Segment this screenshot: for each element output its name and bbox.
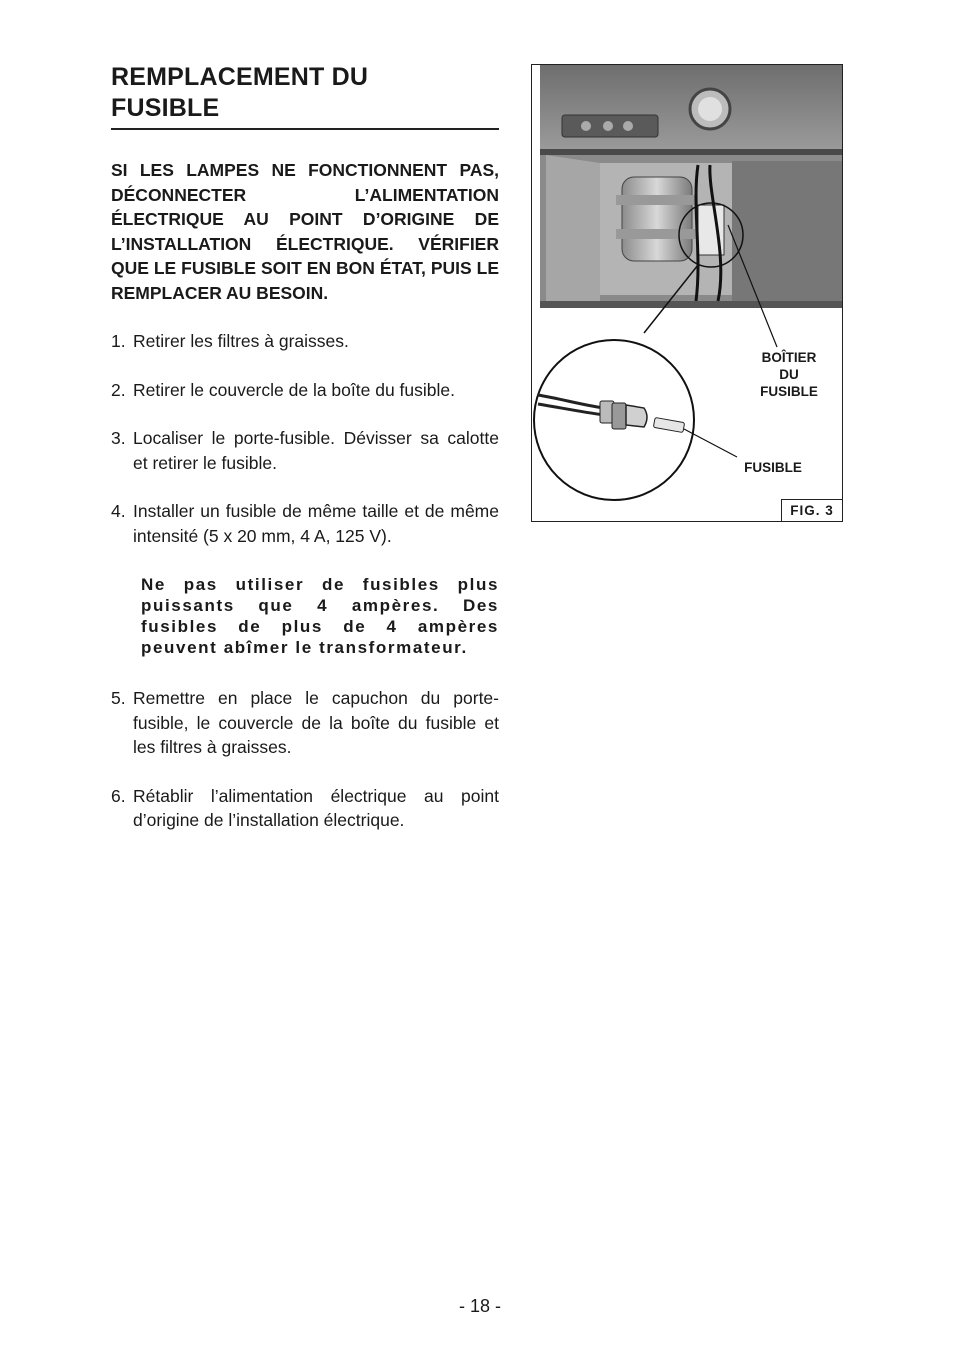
step-1 <box>111 329 499 354</box>
step-4 <box>111 499 499 548</box>
step-text: Remettre en place le capuchon du porte-fusible, le couvercle de la boîte du fusible et les filtres à graisses. <box>133 688 499 757</box>
steps-list <box>111 329 499 833</box>
page-number: - 18 - <box>458 1296 501 1316</box>
step-number: 3. <box>111 428 126 448</box>
fuse-label: FUSIBLE <box>744 460 802 475</box>
step-number: 4. <box>111 501 126 521</box>
title-line-1: REMPLACEMENT DU <box>111 63 369 91</box>
title-line-2: FUSIBLE <box>111 94 220 122</box>
section-title <box>111 62 499 130</box>
step-6 <box>111 784 499 833</box>
fuse-box-label-line2: DU <box>779 367 799 382</box>
step-number: 5. <box>111 688 126 708</box>
step-number: 2. <box>111 379 126 400</box>
fuse-box-label-line3: FUSIBLE <box>760 384 818 399</box>
step-text: Retirer le couvercle de la boîte du fusible. <box>133 379 455 400</box>
fuse-box-label <box>752 349 826 400</box>
step-5 <box>111 686 499 760</box>
warning-text: SI LES LAMPES NE FONCTIONNENT PAS, DÉCONNECTER L’ALIMENTATION ÉLECTRIQUE AU POINT D’ORIGINE DE L’INSTALLATION ÉLECTRIQUE. VÉRIFIER QUE LE FUSIBLE SOIT EN BON ÉTAT, PUIS LE REMPLACER AU BESOIN. <box>111 160 499 303</box>
step-number: 6. <box>111 785 126 806</box>
step-3 <box>111 426 499 475</box>
step-number: 1. <box>111 331 126 351</box>
figure-3 <box>531 64 843 522</box>
step-text: Localiser le porte-fusible. Dévisser sa calotte et retirer le fusible. <box>133 428 499 473</box>
range-hood-photo <box>540 65 842 308</box>
step-2 <box>111 378 499 403</box>
step-text: Rétablir l’alimentation électrique au point d’origine de l’installation électrique. <box>133 785 499 830</box>
fuse-box-label-line1: BOÎTIER <box>761 350 817 365</box>
step-text: Installer un fusible de même taille et de même intensité (5 x 20 mm, 4 A, 125 V). <box>133 501 499 546</box>
figure-label: FIG. 3 <box>781 499 842 521</box>
warning-note: Ne pas utiliser de fusibles plus puissants que 4 ampères. Des fusibles de plus de 4 ampères peuvent abîmer le transformateur. <box>141 575 499 657</box>
fuse-illustration <box>532 65 842 521</box>
step-text: Retirer les filtres à graisses. <box>133 331 349 351</box>
